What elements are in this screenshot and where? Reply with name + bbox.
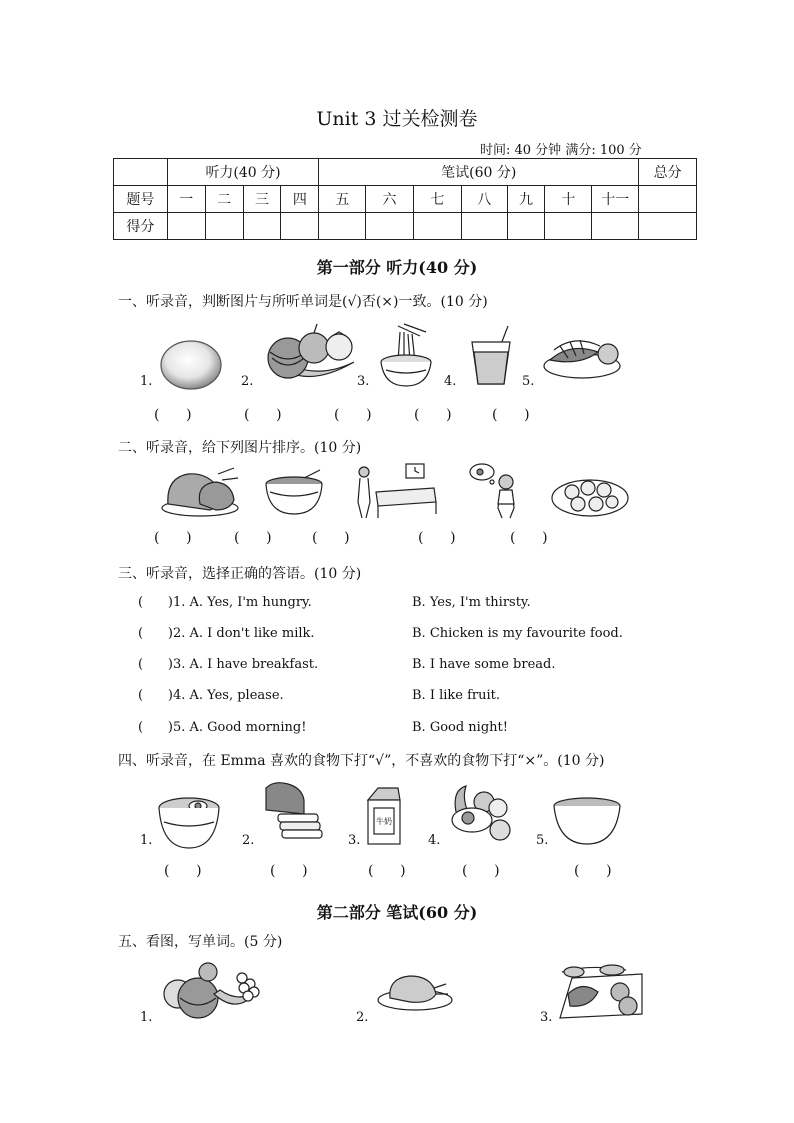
item-label: 2. (356, 1010, 369, 1025)
question-number: )4. (167, 688, 190, 703)
option-b: B. Chicken is my favourite food. (412, 626, 623, 641)
option-b: B. I like fruit. (412, 688, 501, 703)
q-num: 五 (319, 186, 366, 213)
q-num: 二 (205, 186, 243, 213)
fruit-basket-icon (446, 782, 514, 846)
score-row (114, 213, 697, 240)
noodles-icon (378, 322, 434, 388)
question-number: )1. (167, 595, 190, 610)
question-number: )2. (167, 626, 190, 641)
fruit-icon (262, 322, 360, 384)
section-one-title: 一、听录音，判断图片与所听单词是(√)否(×)一致。(10 分) (118, 294, 488, 310)
row-label: 得分 (114, 213, 168, 240)
chicken-icon (160, 464, 240, 519)
time-score-info: 时间: 40 分钟 满分: 100 分 (480, 143, 642, 158)
q-num: 三 (243, 186, 281, 213)
milk-label: 牛奶 (376, 817, 392, 826)
dumplings-icon (550, 474, 630, 518)
total-header: 总分 (639, 159, 697, 186)
soup-bowl-icon (552, 796, 622, 846)
item-label: 3. (357, 374, 370, 389)
milk-carton-icon (364, 784, 404, 846)
like-blank[interactable]: ( ) (574, 863, 612, 879)
section-three-title: 三、听录音，选择正确的答语。(10 分) (118, 566, 362, 582)
section-two-title: 二、听录音，给下列图片排序。(10 分) (118, 440, 362, 456)
option-b: B. Yes, I'm thirsty. (412, 595, 531, 610)
order-blank[interactable]: ( ) (312, 530, 350, 546)
item-label: 2. (241, 374, 254, 389)
listening-header: 听力(40 分) (167, 159, 319, 186)
thinking-boy-icon (468, 462, 524, 520)
option-a: A. I have breakfast. (189, 657, 319, 672)
question-number-row (114, 186, 697, 213)
answer-blank[interactable]: ( ) (414, 407, 452, 423)
order-blank[interactable]: ( ) (234, 530, 272, 546)
section-five-title: 五、看图，写单词。(5 分) (118, 934, 283, 950)
like-blank[interactable]: ( ) (368, 863, 406, 879)
item-label: 4. (444, 374, 457, 389)
option-a: A. Good morning! (189, 720, 307, 735)
section-four-title: 四、听录音，在 Emma 喜欢的食物下打“√”，不喜欢的食物下打“×”。(10 分) (118, 753, 605, 769)
question-number: )3. (167, 657, 190, 672)
roast-chicken-icon (376, 970, 454, 1012)
bread-icon (260, 780, 324, 844)
item-label: 1. (140, 833, 153, 848)
meat-vegetables-icon (558, 964, 646, 1020)
item-label: 1. (140, 374, 153, 389)
q-num: 十一 (592, 186, 639, 213)
item-label: 3. (348, 833, 361, 848)
answer-blank[interactable]: ( ) (492, 407, 530, 423)
juice-icon (468, 322, 520, 388)
page-title: Unit 3 过关检测卷 (316, 108, 478, 130)
q-num: 八 (461, 186, 507, 213)
part-one-heading: 第一部分 听力(40 分) (316, 258, 478, 277)
item-label: 4. (428, 833, 441, 848)
q-num: 九 (507, 186, 545, 213)
like-blank[interactable]: ( ) (462, 863, 500, 879)
fruit-group-icon (158, 960, 268, 1020)
like-blank[interactable]: ( ) (270, 863, 308, 879)
question-row: ( )1. A. Yes, I'm hungry. (138, 595, 312, 610)
order-blank[interactable]: ( ) (154, 530, 192, 546)
like-blank[interactable]: ( ) (164, 863, 202, 879)
q-num: 一 (167, 186, 205, 213)
question-row: ( )4. A. Yes, please. (138, 688, 284, 703)
q-num: 十 (545, 186, 592, 213)
q-num: 七 (413, 186, 461, 213)
option-b: B. I have some bread. (412, 657, 556, 672)
egg-icon (158, 337, 224, 392)
option-b: B. Good night! (412, 720, 508, 735)
order-blank[interactable]: ( ) (510, 530, 548, 546)
item-label: 5. (522, 374, 535, 389)
answer-blank[interactable]: ( ) (334, 407, 372, 423)
option-a: A. I don't like milk. (189, 626, 315, 641)
q-num: 六 (366, 186, 414, 213)
noodle-egg-bowl-icon (156, 790, 222, 852)
fish-dish-icon (540, 330, 624, 382)
part-two-heading: 第二部分 笔试(60 分) (316, 903, 478, 922)
answer-blank[interactable]: ( ) (244, 407, 282, 423)
order-blank[interactable]: ( ) (418, 530, 456, 546)
question-row: ( )3. A. I have breakfast. (138, 657, 319, 672)
item-label: 1. (140, 1010, 153, 1025)
item-label: 3. (540, 1010, 553, 1025)
option-a: A. Yes, I'm hungry. (189, 595, 312, 610)
question-number: )5. (167, 720, 190, 735)
question-row: ( )5. A. Good morning! (138, 720, 307, 735)
item-label: 2. (242, 833, 255, 848)
item-label: 5. (536, 833, 549, 848)
question-row: ( )2. A. I don't like milk. (138, 626, 315, 641)
score-table (113, 158, 697, 240)
answer-blank[interactable]: ( ) (154, 407, 192, 423)
option-a: A. Yes, please. (189, 688, 284, 703)
row-label: 题号 (114, 186, 168, 213)
bedtime-icon (354, 462, 438, 520)
writing-header: 笔试(60 分) (319, 159, 639, 186)
q-num: 四 (281, 186, 319, 213)
soup-icon (264, 466, 326, 518)
